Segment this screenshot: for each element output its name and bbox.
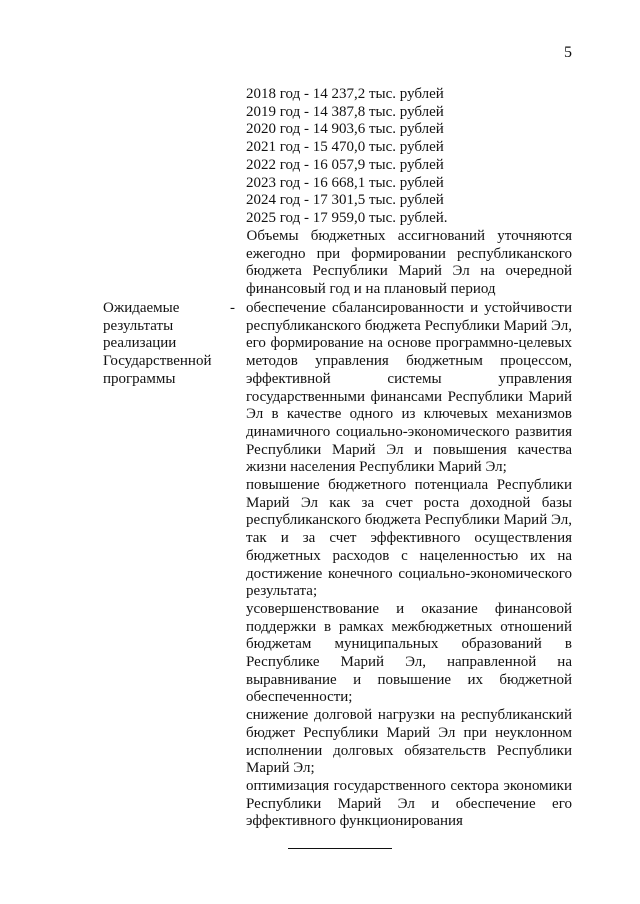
funding-by-year-list bbox=[246, 86, 572, 228]
funding-year-2020: 2020 год - 14 903,6 тыс. рублей bbox=[246, 121, 444, 138]
result-item-support: усовершенствование и оказание финансовой поддержки в рамках межбюджетных отношений бюджетам муниципальных образований в Республике Марий Эл, направленной на выравнивание и повышение их бюджетной обеспеченности; bbox=[246, 600, 572, 706]
funding-year-2019: 2019 год - 14 387,8 тыс. рублей bbox=[246, 103, 444, 120]
funding-year-2023: 2023 год - 16 668,1 тыс. рублей bbox=[246, 174, 444, 191]
footer-rule bbox=[288, 848, 392, 849]
funding-year-2025: 2025 год - 17 959,0 тыс. рублей. bbox=[246, 209, 448, 226]
expected-results-label: Ожидаемые результаты реализации Государственной программы bbox=[103, 300, 212, 387]
result-item-debt: снижение долговой нагрузки на республиканский бюджет Республики Марий Эл при неуклонном исполнении долговых обязательств Республики Марий Эл; bbox=[246, 707, 572, 777]
result-item-balance: обеспечение сбалансированности и устойчивости республиканского бюджета Республики Марий Эл, его формирование на основе программно-целевых методов управления бюджетным процессом, эффективной системы управления государственными финансами Республики Марий Эл в качестве одного из ключевых механизмов динамичного социально-экономического развития Республики Марий Эл и повышения качества жизни населения Республики Марий Эл; bbox=[246, 300, 572, 476]
funding-year-2022: 2022 год - 16 057,9 тыс. рублей bbox=[246, 156, 444, 173]
result-item-potential: повышение бюджетного потенциала Республики Марий Эл как за счет роста доходной базы республиканского бюджета Республики Марий Эл, так и за счет эффективного осуществления бюджетных расходов с нацеленностью их на достижение конечного социально-экономического результата; bbox=[246, 477, 572, 600]
result-item-optimization: оптимизация государственного сектора экономики Республики Марий Эл и обеспечение его эффективного функционирования bbox=[246, 777, 572, 830]
label-dash: - bbox=[230, 300, 235, 316]
funding-note: Объемы бюджетных ассигнований уточняются ежегодно при формировании республиканского бюджета Республики Марий Эл на очередной финансовый год и на плановый период bbox=[246, 228, 572, 298]
funding-year-2021: 2021 год - 15 470,0 тыс. рублей bbox=[246, 139, 444, 156]
page-number: 5 bbox=[564, 44, 572, 61]
expected-results-list bbox=[246, 300, 572, 831]
funding-year-2024: 2024 год - 17 301,5 тыс. рублей bbox=[246, 192, 444, 209]
funding-year-2018: 2018 год - 14 237,2 тыс. рублей bbox=[246, 86, 444, 102]
